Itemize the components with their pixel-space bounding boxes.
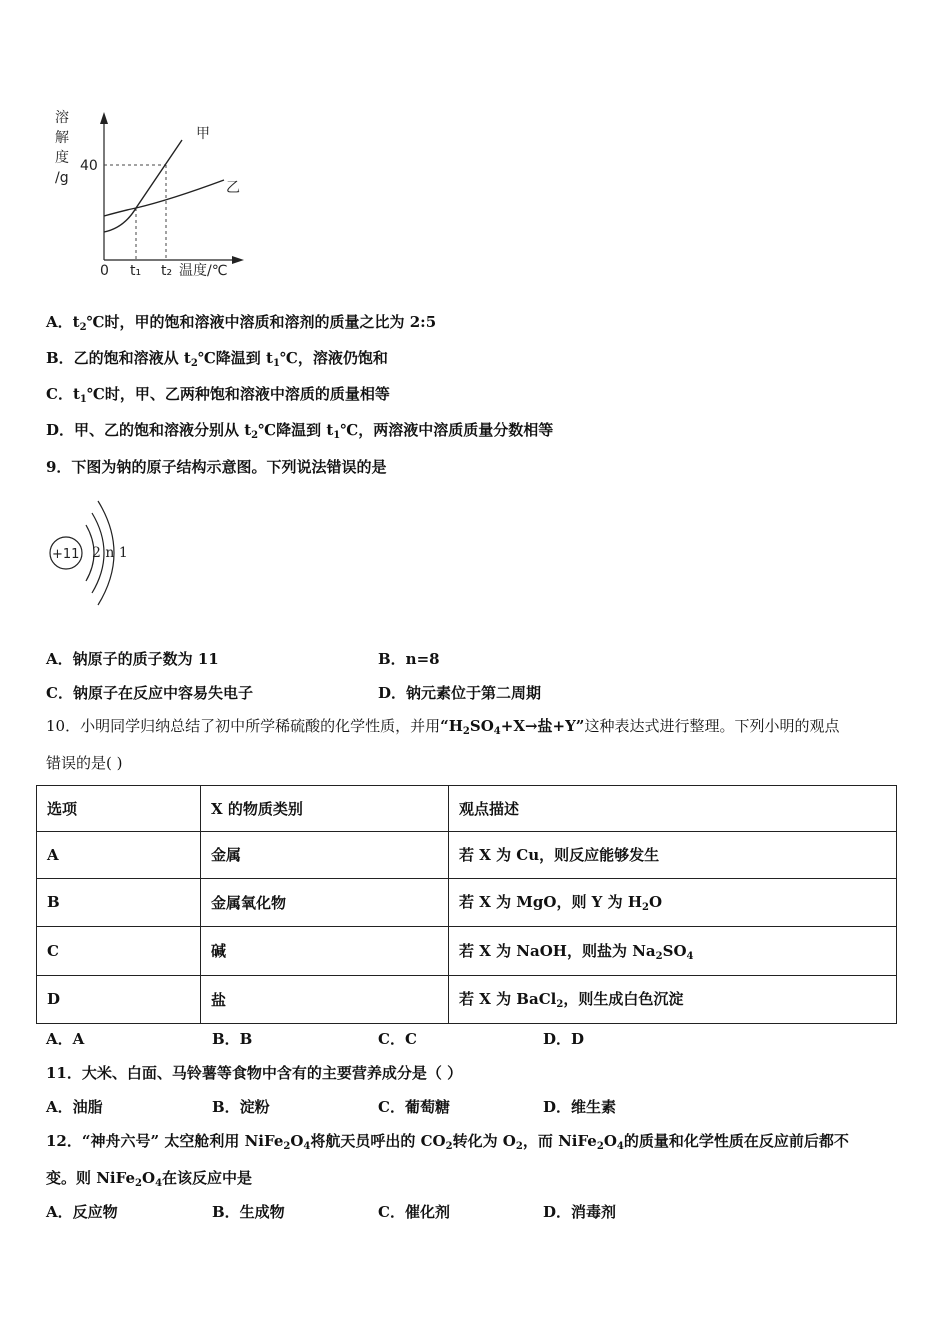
row-c-option: C [37,927,201,975]
q12-l2-p3: 在该反应中是 [162,1169,253,1187]
q8-b-s1: 2 [190,358,198,369]
q11-answer-a: A．油脂 [46,1098,103,1116]
q8-d-s1: 2 [251,430,259,441]
x-origin: 0 [100,263,109,279]
q12-stem-line2 [46,1167,252,1189]
row-b-desc-s1: 2 [642,902,649,914]
q11-stem: 11．大米、白面、马铃薯等食物中含有的主要营养成分是（ ） [46,1064,463,1082]
label-jia: 甲 [196,126,210,142]
q8-b-s2: 1 [272,358,280,369]
q12-s4: 2 [515,1141,523,1152]
q10-answer-a: A．A [46,1030,85,1048]
row-a-option: A [37,832,201,878]
q9-option-c: C．钠原子在反应中容易失电子 [46,684,253,702]
q10-formula-sub4: 4 [493,726,501,737]
row-c-desc-p1: 若 X 为 NaOH，则盐为 Na [459,941,656,960]
x-axis-label: 温度/℃ [179,263,228,279]
y-axis-arrow-icon [100,112,108,124]
q10-stem-prefix: 10．小明同学归纳总结了初中所学稀硫酸的化学性质，并用 [46,717,441,735]
curve-jia [104,140,182,232]
shell-electron-counts: 2 n 1 [92,545,128,561]
row-d-description [449,975,897,1023]
row-c-desc-p2: SO [662,941,687,960]
q11-answer-d: D．维生素 [543,1098,617,1116]
y-label-char-1: 溶 [55,110,69,126]
row-c-desc-s1: 2 [655,950,663,962]
table-row [37,878,897,926]
q10-stem-line1 [46,715,839,737]
q8-d-p3: ℃，两溶液中溶质质量分数相等 [340,421,554,439]
q11-answer-c: C．葡萄糖 [378,1098,450,1116]
row-b-category: 金属氧化物 [201,878,449,926]
q10-formula-h: “H [440,717,463,735]
row-d-desc-p1: 若 X 为 BaCl [459,990,557,1009]
row-a-category: 金属 [201,832,449,878]
q12-answer-c: C．催化剂 [378,1203,450,1221]
q12-l2-p2: O [141,1169,156,1187]
header-description: 观点描述 [449,786,897,832]
q12-stem-line1 [46,1130,849,1152]
q10-answer-b: B．B [212,1030,253,1048]
q12-p1: 12．“神舟六号” 太空舱利用 NiFe [46,1132,284,1150]
q8-option-a [46,311,436,333]
q9-option-d: D．钠元素位于第二周期 [378,684,542,702]
row-c-desc-s2: 4 [686,950,694,962]
table-header-row [37,786,897,832]
q9-stem: 9．下图为钠的原子结构示意图。下列说法错误的是 [46,458,387,476]
q10-formula-rest: +X→盐+Y” [500,717,585,735]
q12-l2-s2: 4 [155,1178,163,1189]
q11-answer-b: B．淀粉 [212,1098,270,1116]
q10-formula-so: SO [469,717,494,735]
q12-answer-b: B．生成物 [212,1203,285,1221]
curve-yi [104,180,224,216]
q8-a-prefix: A．t [46,313,80,331]
q12-s6: 4 [616,1141,624,1152]
row-b-description [449,878,897,926]
q8-a-text: ℃时，甲的饱和溶液中溶质和溶剂的质量之比为 2:5 [86,313,437,331]
q10-answer-d: D．D [543,1030,585,1048]
q10-formula-sub2: 2 [462,726,470,737]
q8-c-sub: 1 [79,394,87,405]
q10-table [36,785,897,1024]
y-label-char-4: /g [55,170,69,186]
q8-b-p2: ℃降温到 t [197,349,273,367]
q8-option-c [46,383,390,405]
x-axis-arrow-icon [232,256,244,264]
row-c-category: 碱 [201,927,449,975]
q8-c-text: ℃时，甲、乙两种饱和溶液中溶质的质量相等 [86,385,390,403]
q8-d-s2: 1 [333,430,341,441]
row-a-description: 若 X 为 Cu，则反应能够发生 [449,832,897,878]
nucleus-charge: +11 [52,547,80,562]
row-c-description [449,927,897,975]
q12-answer-d: D．消毒剂 [543,1203,617,1221]
q8-d-p2: ℃降温到 t [258,421,334,439]
y-axis-label [55,109,69,186]
row-d-desc-s1: 2 [556,999,564,1011]
q12-answer-a: A．反应物 [46,1203,118,1221]
q8-b-p3: ℃，溶液仍饱和 [279,349,388,367]
q12-l2-s1: 2 [135,1178,142,1189]
q10-answer-c: C．C [378,1030,417,1048]
table-row [37,927,897,975]
x-tick-t2: t₂ [161,263,173,279]
q12-s3: 2 [445,1141,453,1152]
q8-b-p1: B．乙的饱和溶液从 t [46,349,191,367]
table-row [37,975,897,1023]
row-b-desc-p2: O [648,893,663,912]
q10-stem-suffix: 这种表达式进行整理。下列小明的观点 [584,717,840,735]
q12-s5: 2 [596,1141,604,1152]
q12-p2: O [290,1132,304,1150]
solubility-chart [40,100,260,285]
header-option: 选项 [37,786,201,832]
sodium-atom-diagram [44,495,144,610]
row-b-option: B [37,878,201,926]
q8-c-prefix: C．t [46,385,80,403]
q8-option-d [46,419,553,441]
q12-p7: 的质量和化学性质在反应前后都不 [623,1132,849,1150]
q8-option-b [46,347,388,369]
y-tick-40: 40 [80,158,98,174]
q8-a-sub: 2 [79,322,87,333]
row-d-option: D [37,975,201,1023]
row-d-category: 盐 [201,975,449,1023]
q12-p3: 将航天员呼出的 CO [310,1132,446,1150]
q12-s2: 4 [303,1141,311,1152]
row-d-desc-p2: ，则生成白色沉淀 [563,990,684,1009]
row-b-desc-p1: 若 X 为 MgO，则 Y 为 H [459,893,643,912]
q9-option-b: B．n=8 [378,650,440,668]
q9-option-a: A．钠原子的质子数为 11 [46,650,219,668]
q12-s1: 2 [283,1141,291,1152]
y-label-char-3: 度 [55,150,69,166]
q12-l2-p1: 变。则 NiFe [46,1169,136,1187]
header-category: X 的物质类别 [201,786,449,832]
label-yi: 乙 [226,180,240,196]
table-row [37,832,897,878]
q8-d-p1: D．甲、乙的饱和溶液分别从 t [46,421,252,439]
q12-p6: O [603,1132,617,1150]
q10-stem-line2: 错误的是( ) [46,754,123,772]
x-tick-t1: t₁ [130,263,142,279]
q12-p4: 转化为 O [452,1132,516,1150]
y-label-char-2: 解 [55,130,69,146]
q12-p5: ，而 NiFe [522,1132,597,1150]
